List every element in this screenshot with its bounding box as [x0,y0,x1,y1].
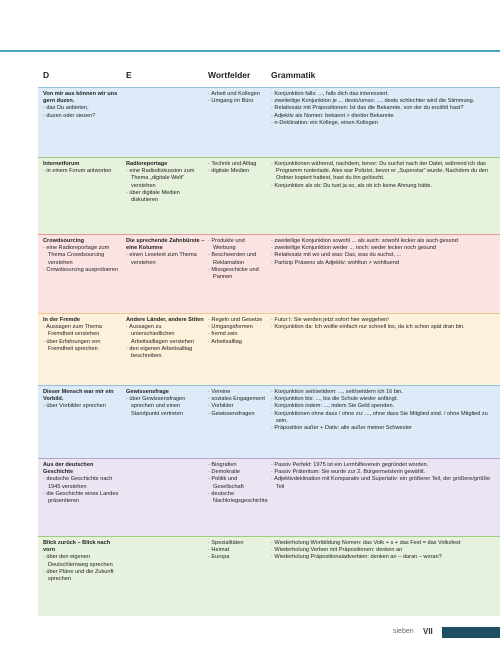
table-row [38,385,500,458]
list-item: · Konjunktionen während, nachdem, bevor: Du suchst nach der Datei, während ich das Programm runterlade. Alex war Polizist, bevor er „Superstar“ wurde. Nachdem du den Ordner kopiert hattest, hast du ihn gelöscht. [271,161,493,183]
cell-d [43,462,121,505]
column-headers [0,70,500,82]
list-item: · Passiv Perfekt: 1975 ist ein Lernhilfeverein gegründet worden. [271,462,493,469]
list-item: · Konjunktion seit/seitdem: ..., seit/seitdem ich 16 bin. [271,389,493,396]
cell-d [43,238,121,274]
list-item: · eine Radiodiskussion zum Thema „digitale Welt“ verstehen [126,168,206,190]
list-item: · fremd sein [208,331,268,338]
cell-wortfelder [208,389,268,418]
list-item: · Vereine [208,389,268,396]
list-item: · Konjunktion bis: ..., bis die Schule wieder anfängt. [271,396,493,403]
header-d: D [43,70,50,80]
cell-grammatik [271,91,493,127]
list-item: · Relativsatz mit Präpositionen: Ist das die Bekannte, von der du erzählt hast? [271,105,493,112]
cell-grammatik [271,161,493,190]
list-item: · deutsche Geschichte nach 1945 verstehen [43,476,121,490]
lesson-title-d: Aus der deutschen Geschichte [43,462,94,476]
lesson-title-e: Radioreportage [126,161,168,167]
cell-e [126,389,206,418]
header-grammatik: Grammatik [271,70,316,80]
list-item: · über Pläne und die Zukunft sprechen [43,569,121,583]
list-item: · Konjunktion indem: ..., indem Sie Geld spenden. [271,403,493,410]
list-item: · Futur I: Sie werden jetzt sofort hier weggehen! [271,317,493,324]
cell-grammatik [271,238,493,267]
list-item: · Konjunktion da: Ich wollte einfach nur schnell los, da ich schon spät dran bin. [271,324,493,331]
list-item: · über Erfahrungen von Fremdheit sprechen [43,339,121,353]
cell-wortfelder [208,238,268,281]
lesson-title-d: Von mir aus können wir uns gern duzen. [43,91,118,105]
list-item: · zweiteilige Konjunktion sowohl ... als auch: sowohl lecker als auch gesund [271,238,493,245]
list-item: · Beschwerden und Reklamation [208,252,268,266]
lesson-title-d: In der Fremde [43,317,80,323]
cell-wortfelder [208,462,268,505]
list-item: · Adjektiv als Nomen: bekannt > die/der Bekannte [271,113,493,120]
list-item: · Produkte und Werbung [208,238,268,252]
list-item: · Umgangsformen [208,324,268,331]
top-header-band [0,0,500,50]
cell-grammatik [271,540,493,562]
list-item: · Crowdsourcing ausprobieren [43,267,121,274]
list-item: · Arbeitsalltag [208,339,268,346]
page-footer [0,627,500,639]
cell-wortfelder [208,317,268,346]
lesson-title-e: Andere Länder, andere Sitten [126,317,204,323]
list-item: · Passiv Präteritum: Sie wurde zur 2. Bürgermeisterin gewählt. [271,469,493,476]
cell-d [43,540,121,583]
list-item: · Gewissensfragen [208,411,268,418]
list-item: · einen Lesetext zum Thema verstehen [126,252,206,266]
cell-e [126,238,206,267]
cell-d [43,317,121,353]
list-item: · eine Radioreportage zum Thema Crowdsourcing verstehen [43,245,121,267]
list-item: · soziales Engagement [208,396,268,403]
list-item: · Heimat [208,547,268,554]
page-number-word: sieben [393,628,414,635]
list-item: · n-Deklination: ein Kollege, einen Kollegen [271,120,493,127]
list-item: · Demokratie [208,469,268,476]
header-e: E [126,70,132,80]
top-accent-line [0,50,500,52]
list-item: · Konjunktionen ohne dass / ohne zu: ..., ohne dass Sie Mitglied sind. / ohne Mitglied zu sein. [271,411,493,425]
lesson-title-e: Die sprechende Zahnbürste – eine Kolumne [126,238,205,252]
lesson-title-d: Blick zurück – Blick nach vorn [43,540,111,554]
table-row [38,234,500,313]
list-item: · über digitale Medien diskutieren [126,190,206,204]
cell-grammatik [271,462,493,491]
list-item: · Vorbilder [208,403,268,410]
cell-wortfelder [208,91,268,105]
list-item: · Europa [208,554,268,561]
list-item: · zweiteilige Konjunktion weder ... noch: weder lecker noch gesund [271,245,493,252]
list-item: · Adjektivdeklination mit Komparativ und Superlativ: ein größerer Teil, der größere/größte Teil [271,476,493,490]
list-item: · deutsche Nachkriegsgeschichte [208,491,268,505]
list-item: · Wiederholung Präpositionaladverbien: denken an – daran – woran? [271,554,493,561]
cell-e [126,161,206,204]
list-item: · Relativsatz mit wo und was: Das, was du suchst, ... [271,252,493,259]
list-item: · Technik und Alltag [208,161,268,168]
list-item: · Aussagen zu unterschiedlichen Arbeitsalltagen verstehen [126,324,206,346]
lesson-title-e: Gewissensfrage [126,389,169,395]
page-number-roman: VII [423,627,433,636]
lesson-title-d: Crowdsourcing [43,238,85,244]
list-item: · Wiederholung Verben mit Präpositionen: denken an [271,547,493,554]
list-item: · duzen oder siezen? [43,113,121,120]
list-item: · zweiteilige Konjunktion je ... desto/umso: ..., desto schlechter wird die Stimmung. [271,98,493,105]
list-item: · über den eigenen Deutschlernweg sprechen [43,554,121,568]
table-row [38,157,500,234]
list-item: · Konjunktion falls: ..., falls dich das interessiert. [271,91,493,98]
list-item: · Biografien [208,462,268,469]
table-row [38,87,500,157]
list-item: · das Du anbieten, [43,105,121,112]
page-number-bar [442,627,500,638]
list-item: · Regeln und Gesetze [208,317,268,324]
cell-wortfelder [208,540,268,562]
list-item: · Wiederholung Wortbildung Nomen: das Volk + s + das Fest = das Volksfest [271,540,493,547]
list-item: · den eigenen Arbeitsalltag beschreiben [126,346,206,360]
list-item: · über Vorbilder sprechen [43,403,121,410]
list-item: · Spezialitäten [208,540,268,547]
table-row [38,313,500,385]
list-item: · die Geschichte eines Landes präsentieren [43,491,121,505]
list-item: · digitale Medien [208,168,268,175]
cell-d [43,389,121,411]
list-item: · Missgeschicke und Pannen [208,267,268,281]
list-item: · Konjunktion als ob: Du tust ja so, als ob ich keine Ahnung hätte. [271,183,493,190]
table-row [38,458,500,536]
cell-wortfelder [208,161,268,175]
cell-grammatik [271,317,493,331]
header-wortfelder: Wortfelder [208,70,251,80]
list-item: · über Gewissensfragen sprechen und einen Standpunkt vertreten [126,396,206,418]
list-item: · in einem Forum antworten [43,168,121,175]
list-item: · Arbeit und Kollegen [208,91,268,98]
cell-e [126,317,206,360]
cell-grammatik [271,389,493,432]
cell-d [43,161,121,175]
lesson-title-d: Internetforum [43,161,80,167]
list-item: · Präposition außer + Dativ: alle außer meiner Schwester [271,425,493,432]
list-item: · Partizip Präsens als Adjektiv: wohltun > wohltuend [271,260,493,267]
table-row [38,536,500,616]
cell-d [43,91,121,120]
lesson-title-d: Dieser Mensch war mir ein Vorbild. [43,389,114,403]
list-item: · Umgang im Büro [208,98,268,105]
list-item: · Politik und Gesellschaft [208,476,268,490]
list-item: · Aussagen zum Thema Fremdheit verstehen [43,324,121,338]
